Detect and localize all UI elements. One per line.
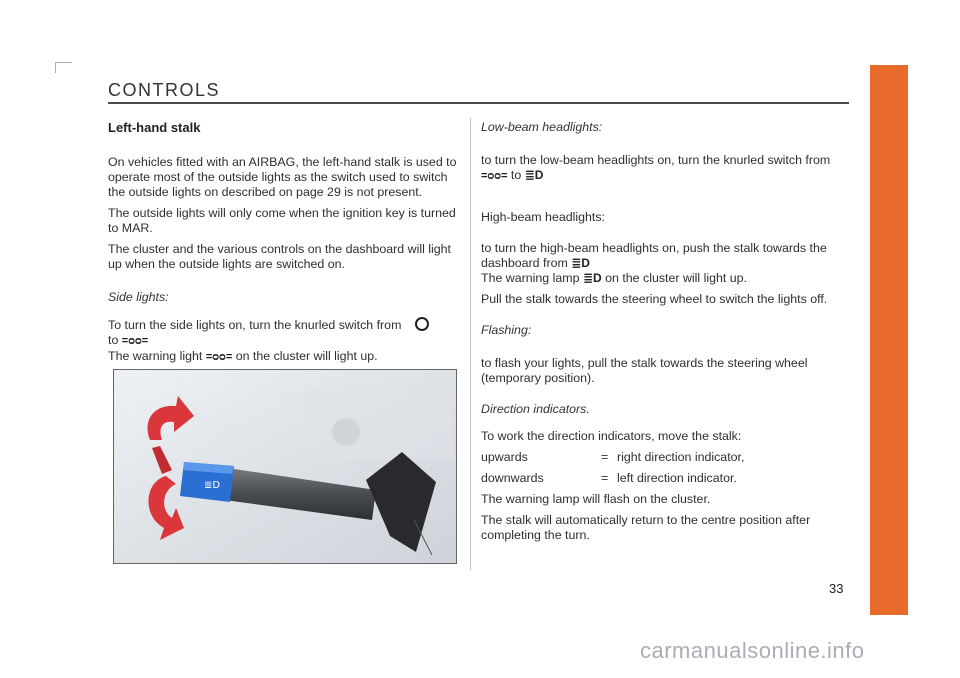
right-column [481, 120, 851, 549]
direction-row-up [481, 450, 851, 465]
svg-text:≣D: ≣D [204, 480, 221, 491]
low-beam-to: to [510, 168, 522, 182]
side-warning-pre: The warning light [108, 349, 203, 363]
flashing-text: to flash your lights, pull the stalk towards the steering wheel (temporary position). [481, 356, 808, 385]
high-beam-text [481, 241, 851, 271]
high-beam-pre: to turn the high-beam headlights on, push the stalk towards the dashboard from [481, 241, 827, 270]
page-number: 33 [829, 581, 844, 596]
side-lights-to-line [108, 333, 460, 349]
stalk-illustration [114, 370, 456, 563]
low-beam-symbol-icon: ≣D [524, 168, 544, 182]
cluster-paragraph: The cluster and the various controls on the dashboard will light up when the outside lights are switched on. [108, 242, 451, 271]
direction-eq-down: = [601, 471, 609, 485]
sidelight-warning-icon: =ᴑᴑ= [205, 351, 233, 363]
orange-side-tab [870, 65, 908, 615]
left-stalk-heading: Left-hand stalk [108, 120, 201, 135]
side-warning-line [108, 349, 460, 365]
high-beam-heading: High-beam headlights: [481, 210, 605, 224]
page-title: CONTROLS [108, 80, 221, 100]
direction-row-down [481, 471, 851, 486]
left-column [108, 120, 460, 371]
sidelight-symbol-icon-2: =ᴑᴑ= [481, 170, 508, 182]
corner-crop-mark [55, 62, 72, 73]
direction-text: To work the direction indicators, move the stalk: [481, 429, 742, 443]
watermark-text: carmanualsonline.info [640, 638, 865, 663]
low-beam-pre: to turn the low-beam headlights on, turn the knurled switch from [481, 153, 831, 167]
side-to-word: to [108, 333, 119, 347]
direction-value-up: right direction indicator, [617, 450, 745, 464]
airbag-paragraph: On vehicles fitted with an AIRBAG, the left-hand stalk is used to operate most of the outside lights as the switch used to switch the outside lights on described on page 29 is not present. [108, 155, 457, 199]
direction-warning: The warning lamp will flash on the cluster. [481, 492, 711, 506]
direction-heading: Direction indicators. [481, 402, 590, 416]
pull-stalk-text: Pull the stalk towards the steering wheel to switch the lights off. [481, 292, 828, 306]
side-warning-post: on the cluster will light up. [235, 349, 378, 363]
sidelight-symbol-icon: =ᴑᴑ= [121, 335, 149, 347]
direction-eq-up: = [601, 450, 609, 464]
circle-off-icon [415, 317, 429, 331]
flashing-heading: Flashing: [481, 323, 532, 337]
column-divider [470, 118, 471, 570]
direction-key-down: downwards [481, 471, 544, 485]
stalk-photo [113, 369, 457, 564]
direction-value-down: left direction indicator. [617, 471, 737, 485]
ignition-paragraph: The outside lights will only come when the ignition key is turned to MAR. [108, 206, 456, 235]
high-warning-post: on the cluster will light up. [605, 271, 748, 285]
high-beam-symbol-icon: ≣D [571, 256, 590, 270]
side-lights-text: To turn the side lights on, turn the knurled switch from [108, 318, 402, 332]
high-beam-warning [481, 271, 851, 286]
side-lights-heading: Side lights: [108, 290, 169, 304]
high-beam-warning-icon: ≣D [582, 271, 602, 285]
low-beam-heading: Low-beam headlights: [481, 120, 603, 134]
low-beam-text [481, 153, 851, 184]
direction-auto-return: The stalk will automatically return to the centre position after completing the turn. [481, 513, 811, 542]
title-rule [108, 102, 849, 104]
high-warning-pre: The warning lamp [481, 271, 580, 285]
direction-key-up: upwards [481, 450, 528, 464]
side-lights-instruction [108, 317, 460, 333]
